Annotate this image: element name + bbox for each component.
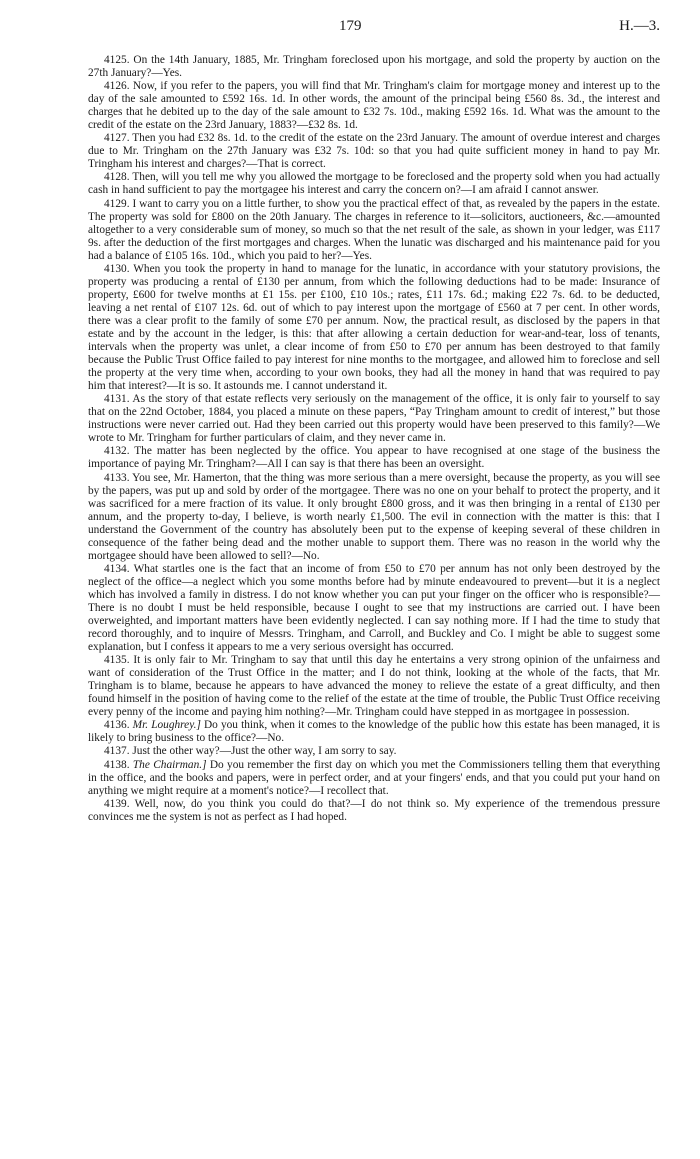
speaker-name: Mr. Loughrey.] — [132, 719, 201, 732]
paragraph-text: Do you remember the first day on which you met the Commissioners telling them that everything in the office, and the books and papers, were in perfect order, and at your fingers' ends, and that you could put your hand on anything we might require at a moment's notice?—I recollect that. — [88, 758, 660, 797]
paragraph-4125: 4125. On the 14th January, 1885, Mr. Tringham foreclosed upon his mortgage, and sold the property by auction on the 27th January?—Yes. — [88, 54, 660, 80]
paragraph-4135: 4135. It is only fair to Mr. Tringham to say that until this day he entertains a very strong opinion of the unfairness and want of consideration of the Trust Office in the matter; and I do not think, looking at the whole of the facts, that Mr. Tringham is to blame, because he appears to have advanced the money to relieve the estate of a great difficulty, and then found himself in the position of having come to the relief of the estate at the time of trouble, the Public Trust Office receiving every penny of the income and paying him nothing?—Mr. Tringham could have stepped in as mortgagee in possession. — [88, 654, 660, 719]
evidence-text — [88, 54, 660, 824]
paragraph-4129: 4129. I want to carry you on a little further, to show you the practical effect of that, as revealed by the papers in the estate. The property was sold for £800 on the 20th January. The charges in reference to it—solicitors, auctioneers, &c.—amounted altogether to a very considerable sum of money, so much so that the net result of the sale, as shown in your ledger, was £117 9s. after the deduction of the first mortgages and charges. When the lunatic was discharged and his maintenance paid for you had a balance of £105 16s. 10d., which you paid to her?—Yes. — [88, 197, 660, 262]
paragraph-4131: 4131. As the story of that estate reflects very seriously on the management of the office, it is only fair to yourself to say that on the 22nd October, 1884, you placed a minute on these papers, “Pay Tringham amount to credit of interest,” but those instructions were never carried out. Had they been carried out this property would have been preserved to this family?—We wrote to Mr. Tringham for further particulars of claim, and they never came in. — [88, 393, 660, 445]
paragraph-4132: 4132. The matter has been neglected by the office. You appear to have recognised at one stage of the business the importance of paying Mr. Tringham?—All I can say is that there has been an oversight. — [88, 445, 660, 471]
paragraph-4137: 4137. Just the other way?—Just the other way, I am sorry to say. — [104, 745, 397, 758]
paragraph-4128: 4128. Then, will you tell me why you allowed the mortgage to be foreclosed and the property sold when you had actually cash in hand sufficient to pay the mortgagee his interest and carry the concern on?—I am afraid I cannot answer. — [88, 171, 660, 197]
paragraph-text: Do you think, when it comes to the knowledge of the public how this estate has been managed, it is likely to bring business to the office?—No. — [88, 719, 660, 745]
page-header — [88, 18, 660, 40]
paragraph-4138 — [88, 759, 660, 798]
paragraph-4127: 4127. Then you had £32 8s. 1d. to the credit of the estate on the 23rd January. The amount of overdue interest and charges due to Mr. Tringham on the 27th January was £32 7s. 10d: so that you had quite sufficient money in hand to pay Mr. Tringham his interest and charges?—That is correct. — [88, 132, 660, 171]
paragraph-4130: 4130. When you took the property in hand to manage for the lunatic, in accordance with your statutory provisions, the property was producing a rental of £130 per annum, from which the following deductions had to be made: Insurance of property, £600 for twelve months at £1 15s. per £100, £10 10s.; rates, £11 17s. 6d.; making £22 7s. 6d. to be deducted, leaving a net rental of £107 12s. 6d. out of which to pay interest upon the mortgage of £560 at 7 per cent. In other words, there was a clear profit to the family of some £70 per annum. Now, the practical result, as disclosed by the papers in that estate and by the account in the ledger, is this: that after allowing a certain deduction for wear-and-tear, loss of tenants, intervals when the property was unlet, a clear income of from £50 to £70 per annum has been destroyed to that family because the Public Trust Office failed to pay interest for nine months to the mortgagee, and allowed him to foreclose and sell the property at the very time when, according to your own books, they had all the money in hand that was required to pay him that interest?—It is so. It astounds me. I cannot understand it. — [88, 262, 660, 393]
paragraph-4126: 4126. Now, if you refer to the papers, you will find that Mr. Tringham's claim for mortgage money and interest up to the day of the sale amounted to £592 16s. 1d. In other words, the amount of the principal being £560 8s. 3d., the interest and charges that he debited up to the day of the sale amount to £32 7s. 10d., making £592 16s. 1d. What was the amount to the credit of the estate on the 23rd January, 1883?—£32 8s. 1d. — [88, 80, 660, 132]
series-reference: H.—3. — [619, 18, 660, 34]
paragraph-4134: 4134. What startles one is the fact that an income of from £50 to £70 per annum has not only been destroyed by the neglect of the office—a neglect which you some months before had by minute endeavoured to prevent—but it is a neglect which has involved a family in distress. I do not know whether you can put your finger on the officer who is responsible?—There is no doubt I must be held responsible, because I ought to see that my instructions are carried out. I have been overweighted, and important matters have been evidently neglected. I can say nothing more. If I had the time to study that record thoroughly, and to inquire of Messrs. Tringham, and Carroll, and Buckley and Co. I might be able to suggest some explanation, but I confess it appears to me a very serious oversight has occurred. — [88, 562, 660, 654]
question-number: 4136. — [104, 719, 130, 732]
question-number: 4138. — [104, 758, 130, 771]
paragraph-4133: 4133. You see, Mr. Hamerton, that the thing was more serious than a mere oversight, because the property, as you will see by the papers, was put up and sold by order of the mortgagee. There was no one on your behalf to protect the property, and it was sacrificed for a mere fraction of its value. It only brought £800 gross, and it was then bringing in a rental of £130 per annum, and the property to-day, I believe, is worth nearly £1,500. The evil in connection with the matter is this: that I understand the Government of the country has absolutely been put to the expense of keeping several of these children in consequence of the father being dead and the mother unable to support them. There was no reason in the world why the mortgagee should have been allowed to sell?—No. — [88, 471, 660, 562]
paragraph-4139: 4139. Well, now, do you think you could do that?—I do not think so. My experience of the tremendous pressure convinces me the system is not as perfect as I had hoped. — [88, 797, 660, 823]
paragraph-4136 — [88, 719, 660, 745]
page-number: 179 — [339, 18, 362, 34]
document-page — [88, 18, 660, 824]
speaker-name: The Chairman.] — [132, 758, 207, 771]
